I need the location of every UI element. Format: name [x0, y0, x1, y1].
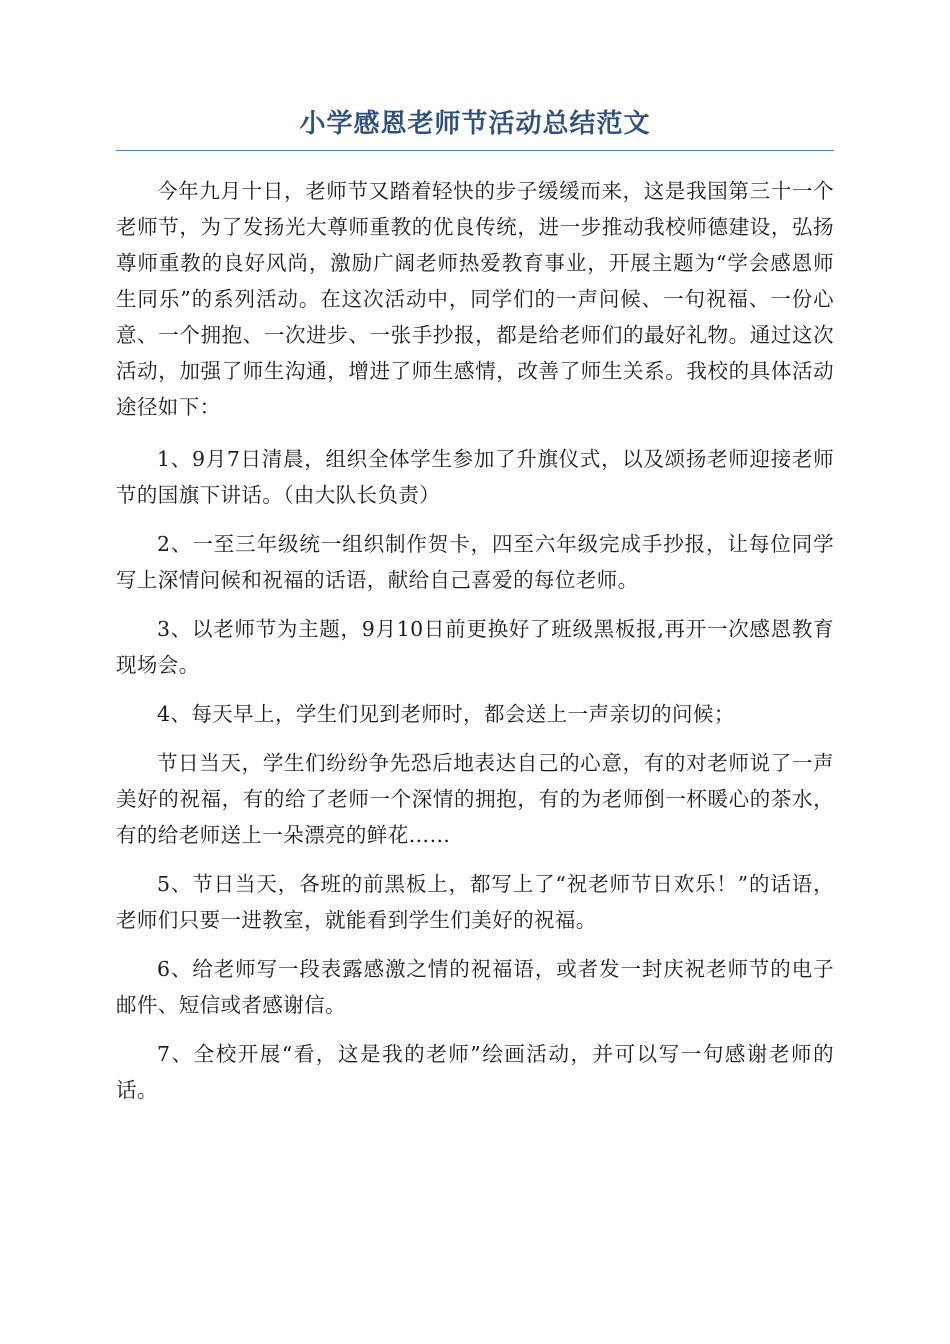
- document-title: 小学感恩老师节活动总结范文: [116, 104, 834, 151]
- intro-paragraph: 今年九月十日，老师节又踏着轻快的步子缓缓而来，这是我国第三十一个老师节，为了发扬光大尊师重教的优良传统，进一步推动我校师德建设，弘扬尊师重教的良好风尚，激励广阔老师热爱教育事业，开展主题为“学会感恩师生同乐”的系列活动。在这次活动中，同学们的一声问候、一句祝福、一份心意、一个拥抱、一次进步、一张手抄报，都是给老师们的最好礼物。通过这次活动，加强了师生沟通，增进了师生感情，改善了师生关系。我校的具体活动途径如下：: [116, 179, 834, 419]
- festival-day-paragraph: 节日当天，学生们纷纷争先恐后地表达自己的心意，有的对老师说了一声美好的祝福，有的给了老师一个深情的拥抱，有的为老师倒一杯暖心的茶水，有的给老师送上一朵漂亮的鲜花……: [116, 751, 834, 847]
- activity-item-4: 4、每天早上，学生们见到老师时，都会送上一声亲切的问候；: [157, 702, 735, 726]
- activity-item-2: 2、一至三年级统一组织制作贺卡，四至六年级完成手抄报，让每位同学写上深情问候和祝福的话语，献给自己喜爱的每位老师。: [116, 532, 834, 592]
- document-page: [116, 104, 834, 1121]
- activity-item-5: 5、节日当天，各班的前黑板上，都写上了“祝老师节日欢乐！”的话语，老师们只要一进教室，就能看到学生们美好的祝福。: [116, 872, 834, 932]
- activity-item-6: 6、给老师写一段表露感激之情的祝福语，或者发一封庆祝老师节的电子邮件、短信或者感谢信。: [116, 957, 834, 1017]
- activity-item-3: 3、以老师节为主题，9月10日前更换好了班级黑板报,再开一次感恩教育现场会。: [116, 617, 834, 677]
- activity-item-1: 1、9月7日清晨，组织全体学生参加了升旗仪式，以及颂扬老师迎接老师节的国旗下讲话。（由大队长负责）: [116, 447, 834, 507]
- activity-item-7: 7、全校开展“看，这是我的老师”绘画活动，并可以写一句感谢老师的话。: [116, 1042, 834, 1102]
- document-body: [116, 173, 834, 1108]
